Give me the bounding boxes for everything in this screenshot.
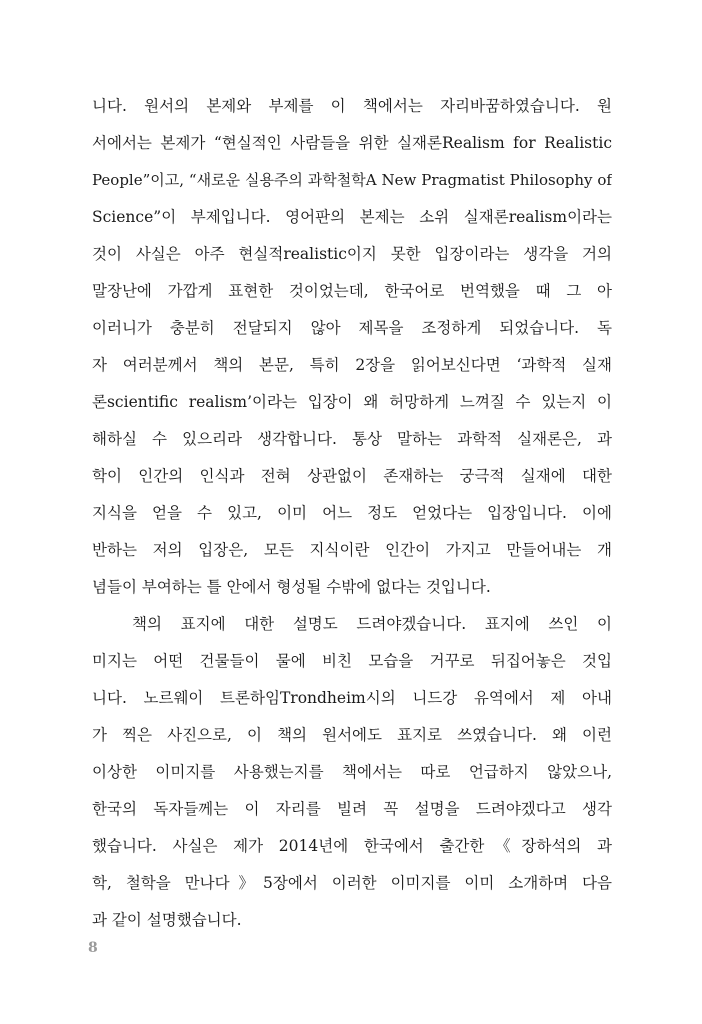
text-line: 니다. 노르웨이 트론하임Trondheim시의 니드강 유역에서 제 아내: [92, 689, 612, 707]
text-line: 했습니다. 사실은 제가 2014년에 한국에서 출간한《장하석의 과: [92, 837, 612, 855]
text-line: Science”이 부제입니다. 영어판의 본제는 소위 실재론realism이라는: [92, 208, 612, 226]
text-line: 서에서는 본제가 “현실적인 사람들을 위한 실재론Realism for Realistic: [92, 134, 612, 152]
text-line: 학, 철학을 만나다》5장에서 이러한 이미지를 이미 소개하며 다음: [92, 874, 612, 892]
text-line: 미지는 어떤 건물들이 물에 비친 모습을 거꾸로 뒤집어놓은 것입: [92, 652, 612, 670]
text-line: 것이 사실은 아주 현실적realistic이지 못한 입장이라는 생각을 거의: [92, 245, 612, 263]
text-line: People”이고, “새로운 실용주의 과학철학A New Pragmatist Philosophy of: [92, 171, 612, 189]
text-line: 이러니가 충분히 전달되지 않아 제목을 조정하게 되었습니다. 독: [92, 319, 612, 337]
text-line: 지식을 얻을 수 있고, 이미 어느 정도 얻었다는 입장입니다. 이에: [92, 504, 612, 522]
text-line: 과 같이 설명했습니다.: [92, 911, 242, 929]
paragraph-1: [92, 88, 612, 606]
text-line: 념들이 부여하는 틀 안에서 형성될 수밖에 없다는 것입니다.: [92, 578, 491, 596]
text-line: 말장난에 가깝게 표현한 것이었는데, 한국어로 번역했을 때 그 아: [92, 282, 612, 300]
text-line: 책의 표지에 대한 설명도 드려야겠습니다. 표지에 쓰인 이: [132, 615, 612, 633]
text-line: 반하는 저의 입장은, 모든 지식이란 인간이 가지고 만들어내는 개: [92, 541, 612, 559]
paragraph-2: [92, 606, 612, 939]
text-line: 가 찍은 사진으로, 이 책의 원서에도 표지로 쓰였습니다. 왜 이런: [92, 726, 612, 744]
text-line: 한국의 독자들께는 이 자리를 빌려 꼭 설명을 드려야겠다고 생각: [92, 800, 612, 818]
text-line: 해하실 수 있으리라 생각합니다. 통상 말하는 과학적 실재론은, 과: [92, 430, 612, 448]
text-line: 이상한 이미지를 사용했는지를 책에서는 따로 언급하지 않았으나,: [92, 763, 612, 781]
text-line: 학이 인간의 인식과 전혀 상관없이 존재하는 궁극적 실재에 대한: [92, 467, 612, 485]
body-text: [92, 88, 612, 939]
text-line: 론scientific realism’이라는 입장이 왜 허망하게 느껴질 수 있는지 이: [92, 393, 612, 411]
text-line: 니다. 원서의 본제와 부제를 이 책에서는 자리바꿈하였습니다. 원: [92, 97, 612, 115]
page-number: 8: [88, 940, 98, 956]
text-line: 자 여러분께서 책의 본문, 특히 2장을 읽어보신다면 ‘과학적 실재: [92, 356, 612, 374]
